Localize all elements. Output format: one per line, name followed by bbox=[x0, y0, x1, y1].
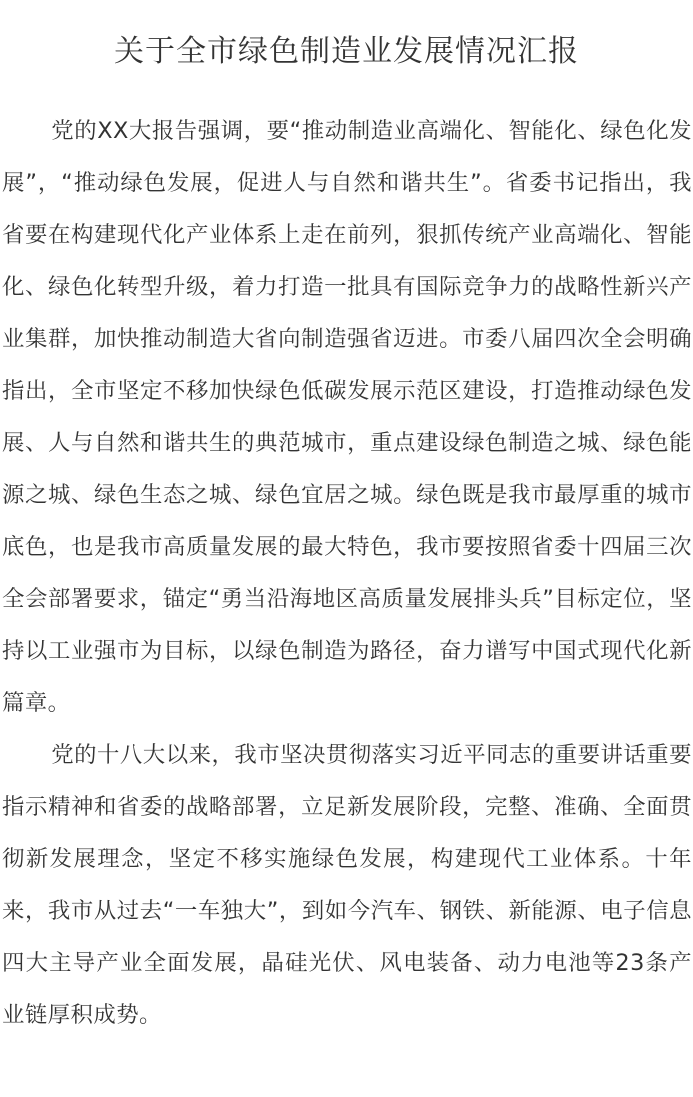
paragraph: 党的十八大以来，我市坚决贯彻落实习近平同志的重要讲话重要指示精神和省委的战略部署，立足新发展阶段，完整、准确、全面贯彻新发展理念，坚定不移实施绿色发展，构建现代工业体系。十年来，我市从过去“一车独大”，到如今汽车、钢铁、新能源、电子信息四大主导产业全面发展，晶硅光伏、风电装备、动力电池等23条产业链厚积成势。 bbox=[2, 742, 692, 1028]
paragraph: 党的XX大报告强调，要“推动制造业高端化、智能化、绿色化发展”，“推动绿色发展，促进人与自然和谐共生”。省委书记指出，我省要在构建现代化产业体系上走在前列，狠抓传统产业高端化、智能化、绿色化转型升级，着力打造一批具有国际竞争力的战略性新兴产业集群，加快推动制造大省向制造强省迈进。市委八届四次全会明确指出，全市坚定不移加快绿色低碳发展示范区建设，打造推动绿色发展、人与自然和谐共生的典范城市，重点建设绿色制造之城、绿色能源之城、绿色生态之城、绿色宜居之城。绿色既是我市最厚重的城市底色，也是我市高质量发展的最大特色，我市要按照省委十四届三次全会部署要求，锚定“勇当沿海地区高质量发展排头兵”目标定位，坚持以工业强市为目标，以绿色制造为路径，奋力谱写中国式现代化新篇章。 bbox=[2, 118, 692, 716]
document-body bbox=[2, 105, 692, 1041]
document-title: 关于全市绿色制造业发展情况汇报 bbox=[114, 34, 579, 69]
